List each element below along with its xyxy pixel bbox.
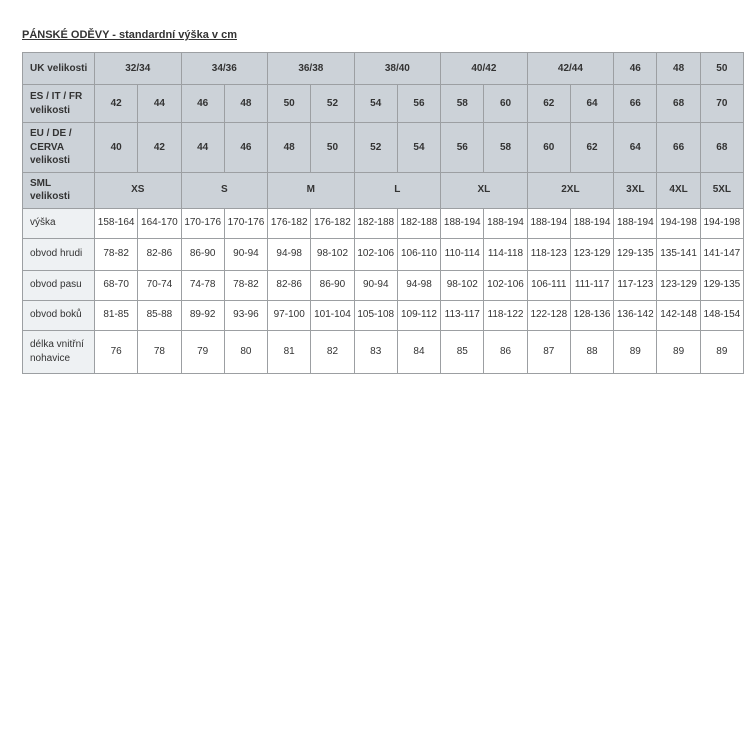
- data-cell: 106-110: [397, 238, 440, 270]
- data-cell: 97-100: [268, 300, 311, 330]
- header-cell: 52: [311, 85, 354, 123]
- header-cell: 62: [570, 123, 613, 173]
- header-cell: 56: [397, 85, 440, 123]
- data-cell: 78-82: [224, 270, 267, 300]
- row-label: obvod hrudi: [23, 238, 95, 270]
- table-head: [23, 53, 744, 209]
- data-cell: 194-198: [657, 208, 700, 238]
- data-cell: 188-194: [441, 208, 484, 238]
- header-cell: 42: [95, 85, 138, 123]
- header-cell: 56: [441, 123, 484, 173]
- data-cell: 114-118: [484, 238, 527, 270]
- data-cell: 158-164: [95, 208, 138, 238]
- header-cell: 46: [224, 123, 267, 173]
- data-cell: 90-94: [354, 270, 397, 300]
- data-cell: 94-98: [268, 238, 311, 270]
- data-cell: 113-117: [441, 300, 484, 330]
- table-body: [23, 208, 744, 373]
- header-cell: 42: [138, 123, 181, 173]
- header-cell: 2XL: [527, 172, 614, 208]
- header-cell: 4XL: [657, 172, 700, 208]
- data-cell: 74-78: [181, 270, 224, 300]
- data-cell: 118-123: [527, 238, 570, 270]
- header-cell: 50: [268, 85, 311, 123]
- header-cell: 58: [441, 85, 484, 123]
- data-cell: 128-136: [570, 300, 613, 330]
- header-row-label: EU / DE / CERVA velikosti: [23, 123, 95, 173]
- data-cell: 82: [311, 330, 354, 373]
- data-cell: 86-90: [181, 238, 224, 270]
- header-cell: S: [181, 172, 268, 208]
- header-cell: 50: [311, 123, 354, 173]
- data-cell: 89: [614, 330, 657, 373]
- header-cell: XS: [95, 172, 182, 208]
- page-title: PÁNSKÉ ODĚVY - standardní výška v cm: [22, 29, 237, 41]
- data-cell: 109-112: [397, 300, 440, 330]
- header-cell: 66: [614, 85, 657, 123]
- data-cell: 94-98: [397, 270, 440, 300]
- header-cell: 34/36: [181, 53, 268, 85]
- header-cell: 54: [397, 123, 440, 173]
- data-cell: 170-176: [181, 208, 224, 238]
- data-cell: 136-142: [614, 300, 657, 330]
- data-cell: 81-85: [95, 300, 138, 330]
- data-cell: 176-182: [311, 208, 354, 238]
- row-label: obvod boků: [23, 300, 95, 330]
- data-cell: 98-102: [311, 238, 354, 270]
- data-cell: 170-176: [224, 208, 267, 238]
- header-cell: 46: [614, 53, 657, 85]
- header-cell: 42/44: [527, 53, 614, 85]
- size-chart-table: [22, 52, 744, 374]
- header-cell: 50: [700, 53, 743, 85]
- header-cell: 38/40: [354, 53, 441, 85]
- header-cell: 48: [657, 53, 700, 85]
- data-cell: 105-108: [354, 300, 397, 330]
- header-cell: 58: [484, 123, 527, 173]
- header-cell: L: [354, 172, 441, 208]
- header-row-label: SML velikosti: [23, 172, 95, 208]
- data-cell: 176-182: [268, 208, 311, 238]
- data-cell: 194-198: [700, 208, 743, 238]
- data-cell: 117-123: [614, 270, 657, 300]
- header-cell: 54: [354, 85, 397, 123]
- data-cell: 98-102: [441, 270, 484, 300]
- row-label: délka vnitřní nohavice: [23, 330, 95, 373]
- data-cell: 81: [268, 330, 311, 373]
- data-cell: 111-117: [570, 270, 613, 300]
- table-row: [23, 270, 744, 300]
- header-cell: 64: [614, 123, 657, 173]
- data-cell: 129-135: [700, 270, 743, 300]
- header-cell: 5XL: [700, 172, 743, 208]
- header-cell: 70: [700, 85, 743, 123]
- data-cell: 93-96: [224, 300, 267, 330]
- data-cell: 123-129: [657, 270, 700, 300]
- header-cell: 66: [657, 123, 700, 173]
- data-cell: 76: [95, 330, 138, 373]
- data-cell: 85: [441, 330, 484, 373]
- data-cell: 79: [181, 330, 224, 373]
- header-row: [23, 53, 744, 85]
- table-row: [23, 208, 744, 238]
- header-row: [23, 172, 744, 208]
- data-cell: 101-104: [311, 300, 354, 330]
- data-cell: 68-70: [95, 270, 138, 300]
- data-cell: 188-194: [614, 208, 657, 238]
- data-cell: 118-122: [484, 300, 527, 330]
- row-label: výška: [23, 208, 95, 238]
- data-cell: 82-86: [268, 270, 311, 300]
- data-cell: 88: [570, 330, 613, 373]
- header-cell: M: [268, 172, 355, 208]
- data-cell: 188-194: [484, 208, 527, 238]
- data-cell: 89: [657, 330, 700, 373]
- header-cell: 46: [181, 85, 224, 123]
- header-cell: XL: [441, 172, 528, 208]
- header-cell: 40/42: [441, 53, 528, 85]
- header-cell: 60: [484, 85, 527, 123]
- data-cell: 188-194: [527, 208, 570, 238]
- data-cell: 182-188: [397, 208, 440, 238]
- table-row: [23, 330, 744, 373]
- data-cell: 188-194: [570, 208, 613, 238]
- header-cell: 32/34: [95, 53, 182, 85]
- data-cell: 78-82: [95, 238, 138, 270]
- header-row: [23, 85, 744, 123]
- header-cell: 40: [95, 123, 138, 173]
- header-cell: 48: [224, 85, 267, 123]
- header-cell: 3XL: [614, 172, 657, 208]
- header-cell: 36/38: [268, 53, 355, 85]
- data-cell: 106-111: [527, 270, 570, 300]
- data-cell: 86-90: [311, 270, 354, 300]
- data-cell: 89: [700, 330, 743, 373]
- data-cell: 80: [224, 330, 267, 373]
- row-label: obvod pasu: [23, 270, 95, 300]
- data-cell: 142-148: [657, 300, 700, 330]
- data-cell: 182-188: [354, 208, 397, 238]
- data-cell: 164-170: [138, 208, 181, 238]
- data-cell: 89-92: [181, 300, 224, 330]
- header-cell: 52: [354, 123, 397, 173]
- table-row: [23, 300, 744, 330]
- header-cell: 60: [527, 123, 570, 173]
- data-cell: 129-135: [614, 238, 657, 270]
- header-row-label: ES / IT / FR velikosti: [23, 85, 95, 123]
- data-cell: 84: [397, 330, 440, 373]
- data-cell: 86: [484, 330, 527, 373]
- data-cell: 123-129: [570, 238, 613, 270]
- data-cell: 148-154: [700, 300, 743, 330]
- header-row: [23, 123, 744, 173]
- header-cell: 64: [570, 85, 613, 123]
- header-cell: 44: [181, 123, 224, 173]
- data-cell: 82-86: [138, 238, 181, 270]
- data-cell: 90-94: [224, 238, 267, 270]
- header-cell: 68: [657, 85, 700, 123]
- header-row-label: UK velikosti: [23, 53, 95, 85]
- data-cell: 85-88: [138, 300, 181, 330]
- header-cell: 44: [138, 85, 181, 123]
- data-cell: 102-106: [484, 270, 527, 300]
- data-cell: 83: [354, 330, 397, 373]
- data-cell: 141-147: [700, 238, 743, 270]
- table-row: [23, 238, 744, 270]
- header-cell: 62: [527, 85, 570, 123]
- data-cell: 78: [138, 330, 181, 373]
- data-cell: 135-141: [657, 238, 700, 270]
- data-cell: 110-114: [441, 238, 484, 270]
- data-cell: 87: [527, 330, 570, 373]
- header-cell: 48: [268, 123, 311, 173]
- header-cell: 68: [700, 123, 743, 173]
- data-cell: 70-74: [138, 270, 181, 300]
- data-cell: 122-128: [527, 300, 570, 330]
- data-cell: 102-106: [354, 238, 397, 270]
